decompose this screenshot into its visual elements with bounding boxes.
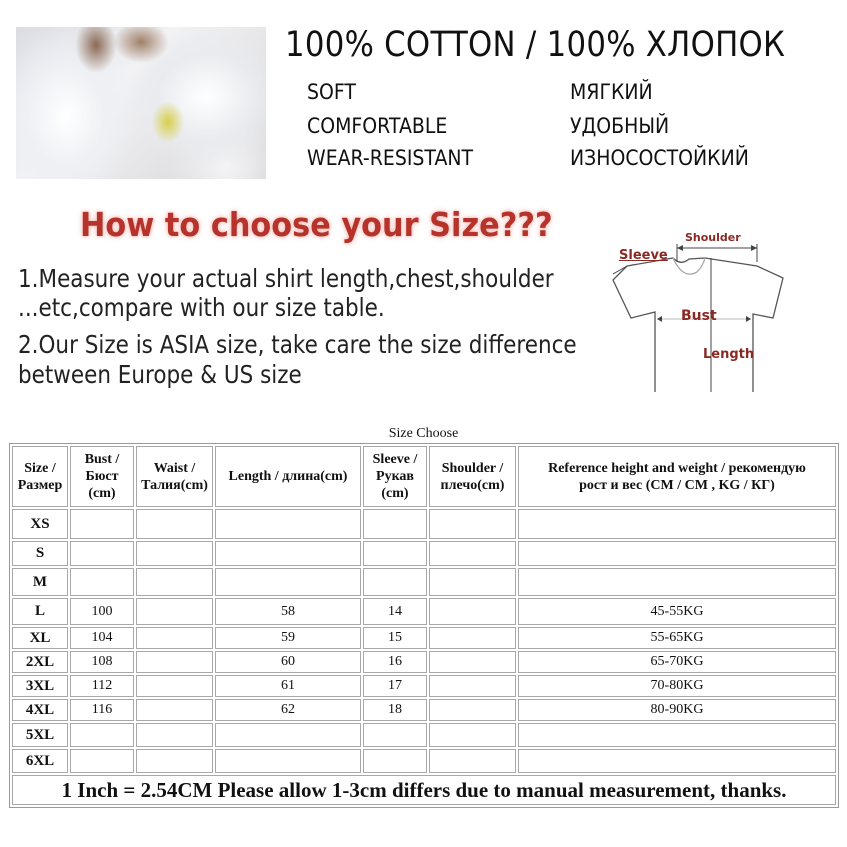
table-row <box>12 651 836 673</box>
shoulder-cell <box>429 568 516 596</box>
length-label: Length <box>703 347 755 362</box>
shoulder-cell <box>429 651 516 673</box>
shoulder-cell <box>429 675 516 697</box>
measurement-note: 1 Inch = 2.54CM Please allow 1-3cm differs due to manual measurement, thanks. <box>12 775 836 805</box>
length-cell: 62 <box>215 699 361 721</box>
waist-cell <box>136 723 213 747</box>
reference-cell <box>518 568 836 596</box>
table-row <box>12 541 836 566</box>
instruction-line-3: 2.Our Size is ASIA size, take care the size difference <box>18 330 577 359</box>
reference-cell: 65-70KG <box>518 651 836 673</box>
size-cell: 6XL <box>12 749 68 773</box>
howto-title: How to choose your Size??? <box>80 205 553 244</box>
sleeve-cell: 16 <box>363 651 427 673</box>
cotton-title: 100% COTTON / 100% ХЛОПОК <box>285 25 786 65</box>
shoulder-cell <box>429 699 516 721</box>
feature-en-wear-resistant: WEAR-RESISTANT <box>307 146 474 170</box>
bust-cell <box>70 568 134 596</box>
feature-ru-comfortable: УДОБНЫЙ <box>570 114 670 138</box>
length-cell <box>215 723 361 747</box>
shoulder-cell <box>429 598 516 625</box>
reference-cell: 80-90KG <box>518 699 836 721</box>
table-row <box>12 627 836 649</box>
bust-cell: 112 <box>70 675 134 697</box>
table-row <box>12 749 836 773</box>
bust-cell: 104 <box>70 627 134 649</box>
waist-cell <box>136 568 213 596</box>
length-cell <box>215 541 361 566</box>
table-row <box>12 509 836 539</box>
size-cell: M <box>12 568 68 596</box>
feature-en-soft: SOFT <box>307 80 356 104</box>
size-cell: S <box>12 541 68 566</box>
shoulder-cell <box>429 627 516 649</box>
sleeve-cell: 17 <box>363 675 427 697</box>
sleeve-cell <box>363 749 427 773</box>
table-header-row <box>12 446 836 507</box>
table-row <box>12 675 836 697</box>
table-row <box>12 723 836 747</box>
waist-cell <box>136 598 213 625</box>
bust-cell <box>70 749 134 773</box>
length-cell <box>215 749 361 773</box>
size-cell: XL <box>12 627 68 649</box>
bust-label: Bust <box>681 308 717 324</box>
header-reference: Reference height and weight / рекомендую рост и вес (CM / CM , KG / КГ) <box>518 446 836 507</box>
length-cell: 59 <box>215 627 361 649</box>
length-cell <box>215 509 361 539</box>
header-sleeve: Sleeve / Рукав (cm) <box>363 446 427 507</box>
reference-cell <box>518 723 836 747</box>
feature-en-comfortable: COMFORTABLE <box>307 114 448 138</box>
waist-cell <box>136 675 213 697</box>
bust-cell: 100 <box>70 598 134 625</box>
waist-cell <box>136 509 213 539</box>
waist-cell <box>136 651 213 673</box>
shoulder-cell <box>429 509 516 539</box>
size-table <box>9 443 839 808</box>
sleeve-cell <box>363 541 427 566</box>
reference-cell: 45-55KG <box>518 598 836 625</box>
sleeve-cell: 18 <box>363 699 427 721</box>
table-row <box>12 699 836 721</box>
waist-cell <box>136 749 213 773</box>
shoulder-cell <box>429 749 516 773</box>
size-cell: XS <box>12 509 68 539</box>
bust-cell <box>70 541 134 566</box>
sleeve-cell <box>363 568 427 596</box>
table-footer-row <box>12 775 836 805</box>
size-cell: L <box>12 598 68 625</box>
shoulder-label: Shoulder <box>685 231 741 244</box>
header-shoulder: Shoulder / плечо(cm) <box>429 446 516 507</box>
cotton-photo <box>16 27 266 179</box>
size-cell: 3XL <box>12 675 68 697</box>
sleeve-cell <box>363 723 427 747</box>
header-waist: Waist / Талия(cm) <box>136 446 213 507</box>
instruction-line-2: ...etc,compare with our size table. <box>18 293 385 322</box>
sleeve-cell: 14 <box>363 598 427 625</box>
reference-cell: 55-65KG <box>518 627 836 649</box>
reference-cell <box>518 749 836 773</box>
size-cell: 4XL <box>12 699 68 721</box>
feature-ru-soft: МЯГКИЙ <box>570 80 653 104</box>
instruction-line-1: 1.Measure your actual shirt length,chest,shoulder <box>18 264 554 293</box>
bust-cell <box>70 509 134 539</box>
header-size: Size / Размер <box>12 446 68 507</box>
waist-cell <box>136 699 213 721</box>
table-caption: Size Choose <box>388 426 459 441</box>
sleeve-cell <box>363 509 427 539</box>
header-length: Length / длина(cm) <box>215 446 361 507</box>
instruction-line-4: between Europe & US size <box>18 360 302 389</box>
reference-cell <box>518 509 836 539</box>
table-row <box>12 568 836 596</box>
waist-cell <box>136 541 213 566</box>
tshirt-measurement-diagram <box>605 222 805 397</box>
reference-cell: 70-80KG <box>518 675 836 697</box>
bust-cell: 116 <box>70 699 134 721</box>
length-cell: 61 <box>215 675 361 697</box>
length-cell: 60 <box>215 651 361 673</box>
shoulder-cell <box>429 723 516 747</box>
table-row <box>12 598 836 625</box>
size-cell: 5XL <box>12 723 68 747</box>
sleeve-cell: 15 <box>363 627 427 649</box>
header-bust: Bust / Бюст (cm) <box>70 446 134 507</box>
size-cell: 2XL <box>12 651 68 673</box>
sleeve-label: Sleeve <box>619 248 668 263</box>
reference-cell <box>518 541 836 566</box>
waist-cell <box>136 627 213 649</box>
feature-ru-wear-resistant: ИЗНОСОСТОЙКИЙ <box>570 146 749 170</box>
length-cell <box>215 568 361 596</box>
shoulder-cell <box>429 541 516 566</box>
bust-cell <box>70 723 134 747</box>
length-cell: 58 <box>215 598 361 625</box>
bust-cell: 108 <box>70 651 134 673</box>
